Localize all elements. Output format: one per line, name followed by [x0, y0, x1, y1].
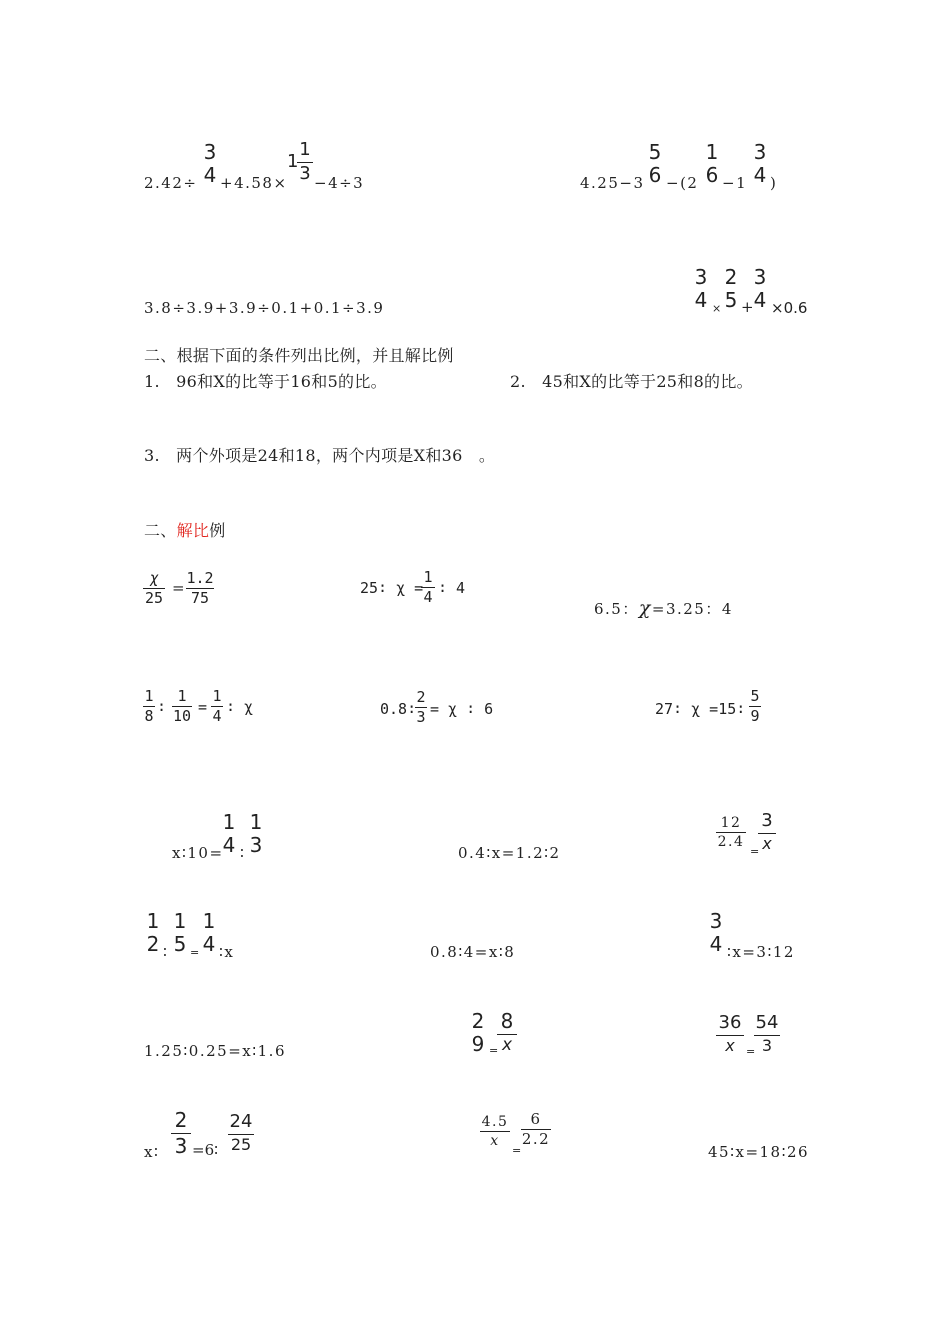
- ratio-sign: ∶: [163, 943, 167, 961]
- equation-e1: 1.25∶0.25=x∶1.6: [144, 1042, 286, 1060]
- fraction: 1 10: [172, 687, 192, 726]
- fraction: 1 3: [249, 810, 263, 857]
- times-sign: ×: [712, 302, 722, 315]
- fraction: 1 5: [173, 909, 187, 956]
- equation-b2-lead: 0.8∶: [380, 700, 417, 718]
- problem-3: 3.8÷3.9+3.9÷0.1+0.1÷3.9: [144, 299, 385, 317]
- equation-f1-lead: x∶: [144, 1143, 160, 1161]
- equals-sign: =: [746, 1045, 756, 1058]
- problem-4-mid2: −1: [722, 174, 748, 192]
- equals-sign: =: [198, 698, 208, 716]
- fraction: 1 3: [297, 140, 313, 184]
- problem-4-mid: −(2: [666, 174, 699, 192]
- fraction: 2 3: [416, 688, 426, 727]
- problem-5-tail: ×0.6: [771, 299, 808, 317]
- problem-2-mid: +4.58×: [220, 174, 288, 192]
- equals-sign: =: [512, 1144, 522, 1157]
- fraction: 54 3: [755, 1012, 779, 1055]
- fraction: 3 4: [753, 140, 767, 187]
- problem-2-tail: −4÷3: [314, 174, 365, 192]
- fraction: 5 9: [750, 687, 760, 726]
- fraction: 3 4: [753, 265, 767, 312]
- equation-b3-lead: 27∶ χ =15∶: [655, 700, 746, 718]
- fraction: 1 8: [144, 687, 154, 726]
- problem-4-tail: ): [770, 174, 778, 192]
- fraction: 6 2.2: [521, 1110, 551, 1149]
- fraction: 1 4: [202, 909, 216, 956]
- mixed-whole: 1: [287, 151, 299, 172]
- fraction: 3 4: [709, 909, 723, 956]
- fraction: 1 4: [212, 687, 222, 726]
- equals-sign: =: [190, 946, 200, 959]
- problem-2-lead: 2.42÷: [144, 174, 198, 192]
- plus-sign: +: [741, 298, 754, 316]
- fraction: 3 4: [694, 265, 708, 312]
- fraction: 3 x: [758, 811, 776, 853]
- question-1: 1. 96和X的比等于16和5的比。: [144, 372, 387, 391]
- fraction: 1 4: [222, 810, 236, 857]
- section-2-heading: 二、根据下面的条件列出比例，并且解比例: [144, 346, 454, 365]
- problem-4-lead: 4.25−3: [580, 174, 645, 192]
- ratio-sign: ∶: [240, 844, 244, 862]
- fraction: 2 5: [724, 265, 738, 312]
- fraction: 3 4: [203, 140, 217, 187]
- equation-c2: 0.4∶x=1.2∶2: [458, 844, 561, 862]
- equation-b1-tail: ∶ χ: [226, 698, 254, 716]
- fraction: 1 6: [705, 140, 719, 187]
- fraction: 1.2 75: [186, 569, 214, 608]
- fraction: 2 3: [171, 1109, 191, 1158]
- fraction: 1 4: [421, 569, 435, 607]
- equation-f3: 45∶x=18∶26: [708, 1143, 810, 1161]
- equation-d1-tail: ∶x: [219, 943, 235, 961]
- fraction: 1 2: [146, 909, 160, 956]
- equation-f1-mid: =6∶: [192, 1141, 219, 1159]
- equals-sign: =: [489, 1044, 499, 1057]
- question-2: 2. 45和X的比等于25和8的比。: [510, 372, 753, 391]
- equation-a2-lead: 25∶ χ =: [360, 579, 424, 597]
- equals-sign: =: [750, 845, 760, 858]
- fraction: 12 2.4: [717, 815, 745, 851]
- fraction: 36 x: [716, 1013, 744, 1055]
- equation-b2-tail: = χ ∶ 6: [430, 700, 494, 718]
- question-3: 3. 两个外项是24和18，两个内项是X和36 。: [144, 446, 496, 465]
- fraction: 24 25: [229, 1111, 253, 1154]
- fraction: 8 x: [497, 1010, 517, 1056]
- fraction: 4.5 x: [481, 1114, 509, 1150]
- ratio-sign: ∶: [157, 698, 167, 716]
- equals-sign: =: [172, 579, 185, 597]
- variable-x: χ: [638, 597, 652, 619]
- equation-d3-tail: ∶x=3∶12: [727, 943, 795, 961]
- fraction: χ 25: [144, 569, 164, 608]
- equation-a2-tail: ∶ 4: [438, 579, 466, 597]
- fraction: 5 6: [648, 140, 662, 187]
- equation-c1-lead: x∶10=: [172, 844, 224, 862]
- section-3-heading: 二、解比例: [144, 521, 226, 540]
- equation-d2: 0.8∶4=x∶8: [430, 943, 516, 961]
- equation-a3: 6.5：χ=3.25：4: [594, 597, 733, 619]
- fraction: 2 9: [471, 1009, 485, 1056]
